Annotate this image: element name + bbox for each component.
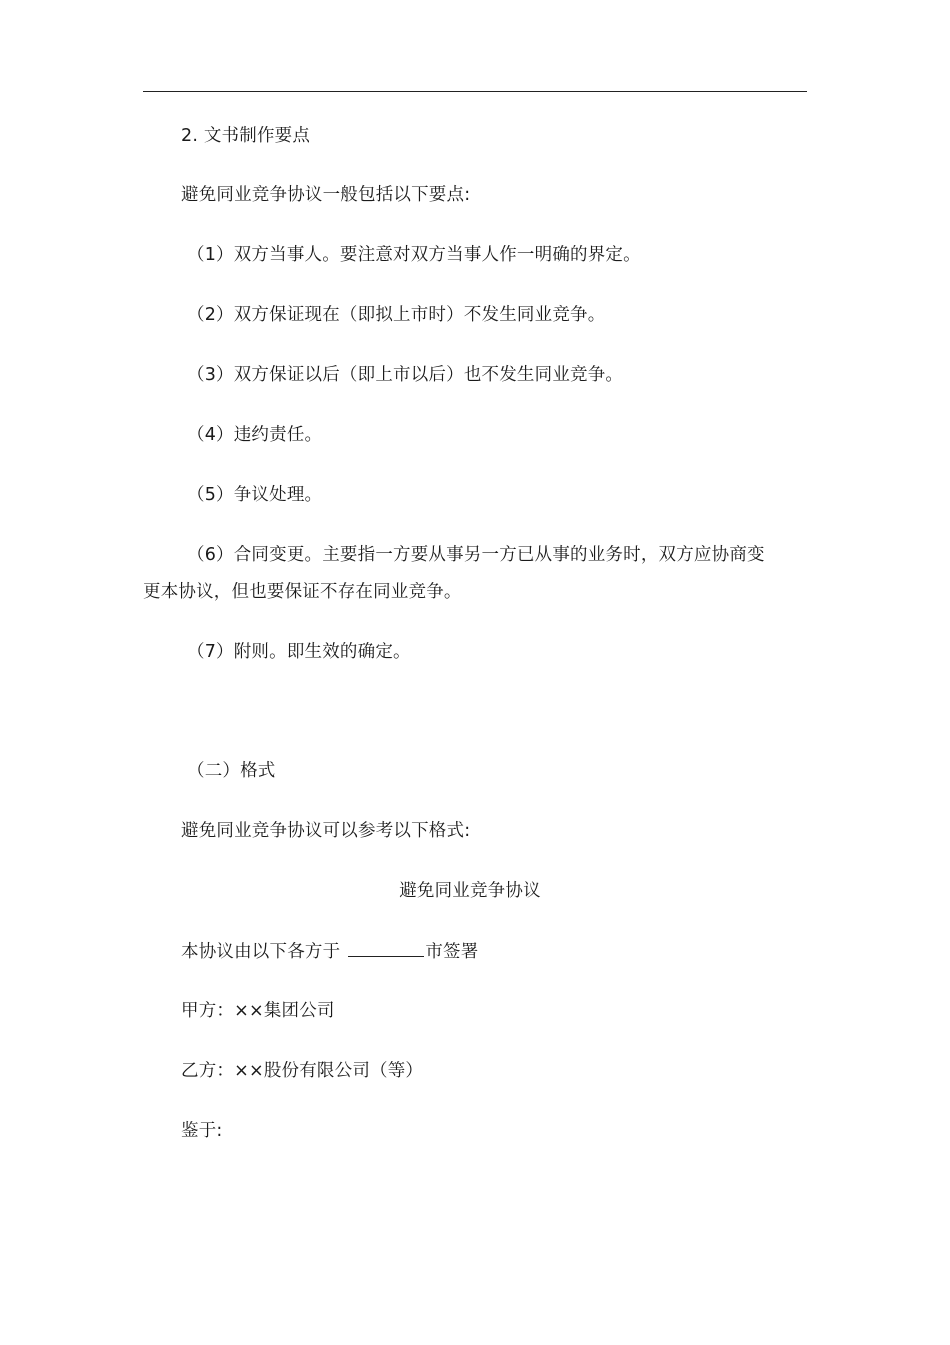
point-2: （2）双方保证现在（即拟上市时）不发生同业竞争。 (187, 305, 606, 325)
section-heading: 2. 文书制作要点 (181, 126, 311, 146)
point-6-continuation: 更本协议，但也要保证不存在同业竞争。 (143, 582, 462, 602)
signing-suffix: 市签署 (425, 942, 479, 962)
point-3: （3）双方保证以后（即上市以后）也不发生同业竞争。 (187, 365, 624, 385)
point-4: （4）违约责任。 (187, 425, 323, 445)
format-heading: （二）格式 (187, 761, 276, 781)
party-a: 甲方：××集团公司 (181, 1001, 335, 1021)
signing-prefix: 本协议由以下各方于 (181, 942, 341, 962)
point-1: （1）双方当事人。要注意对双方当事人作一明确的界定。 (187, 245, 641, 265)
header-rule (143, 91, 807, 92)
agreement-title: 避免同业竞争协议 (399, 881, 541, 901)
signing-line (181, 940, 478, 963)
format-intro: 避免同业竞争协议可以参考以下格式: (181, 821, 471, 841)
whereas-label: 鉴于: (181, 1121, 223, 1141)
intro-paragraph: 避免同业竞争协议一般包括以下要点: (181, 185, 471, 205)
point-7: （7）附则。即生效的确定。 (187, 642, 411, 662)
party-b: 乙方：××股份有限公司（等） (181, 1061, 424, 1081)
city-blank (348, 940, 424, 957)
point-5: （5）争议处理。 (187, 485, 323, 505)
point-6: （6）合同变更。主要指一方要从事另一方已从事的业务时，双方应协商变 (187, 545, 765, 565)
